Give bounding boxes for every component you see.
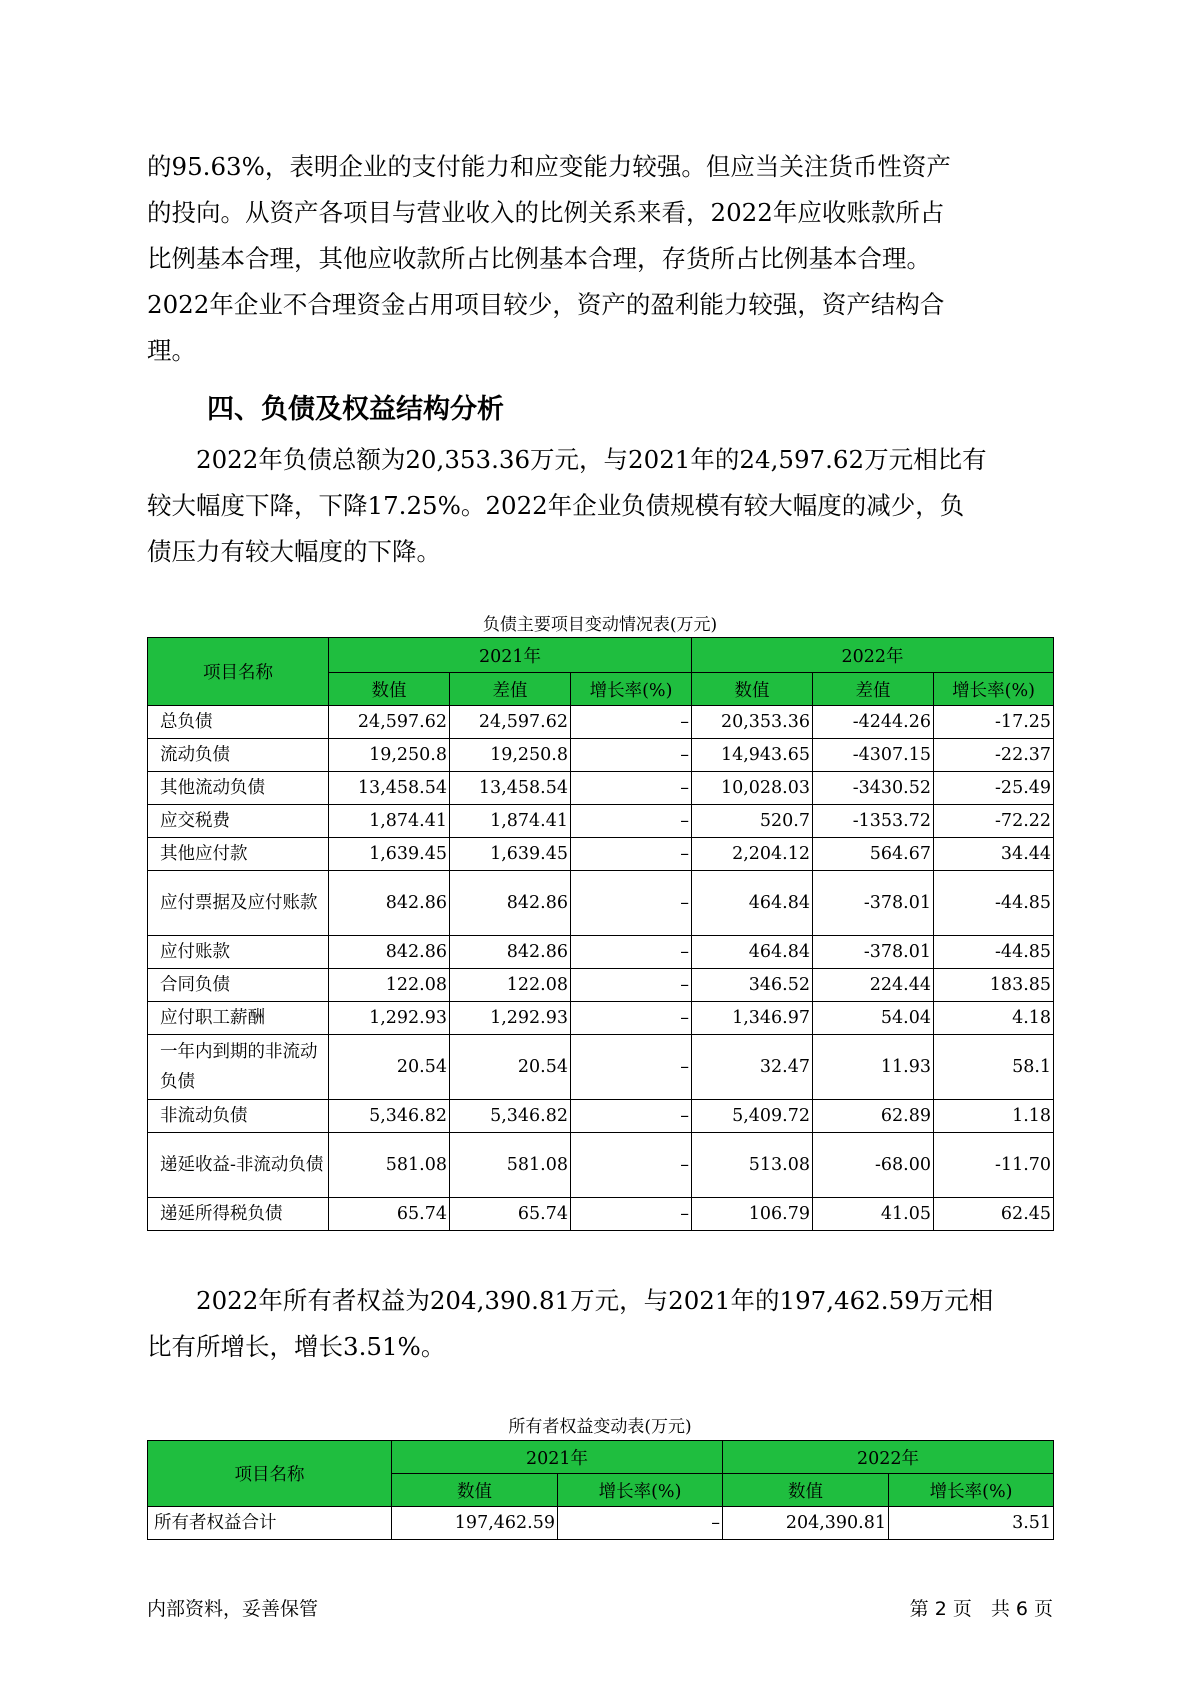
rate-2022: -25.49 xyxy=(934,772,1054,805)
rate-2022: 183.85 xyxy=(934,969,1054,1002)
value-2021: 19,250.8 xyxy=(329,739,450,772)
table-row xyxy=(148,1198,1054,1231)
rate-2022: -44.85 xyxy=(934,936,1054,969)
intro-paragraph xyxy=(147,144,1047,374)
table-row xyxy=(148,706,1054,739)
diff-2022: 11.93 xyxy=(813,1035,934,1100)
value-2021: 122.08 xyxy=(329,969,450,1002)
equity-header-value: 数值 xyxy=(392,1474,558,1507)
table-row xyxy=(148,739,1054,772)
diff-2022: 54.04 xyxy=(813,1002,934,1035)
table-row xyxy=(148,1002,1054,1035)
value-2022: 520.7 xyxy=(692,805,813,838)
value-2021: 1,292.93 xyxy=(329,1002,450,1035)
row-name: 递延收益-非流动负债 xyxy=(148,1133,329,1198)
table-row xyxy=(148,772,1054,805)
value-2022: 10,028.03 xyxy=(692,772,813,805)
rate-2022: -44.85 xyxy=(934,871,1054,936)
value-2021: 581.08 xyxy=(329,1133,450,1198)
row-name: 流动负债 xyxy=(148,739,329,772)
value-2021: 1,639.45 xyxy=(329,838,450,871)
diff-2022: 564.67 xyxy=(813,838,934,871)
row-name: 应交税费 xyxy=(148,805,329,838)
rate-2022: -22.37 xyxy=(934,739,1054,772)
liability-table xyxy=(147,637,1054,1231)
value-2022: 346.52 xyxy=(692,969,813,1002)
intro-line: 的95.63%，表明企业的支付能力和应变能力较强。但应当关注货币性资产 xyxy=(147,152,951,181)
diff-2022: -4244.26 xyxy=(813,706,934,739)
page-number: 第 2 页 共 6 页 xyxy=(909,1598,1053,1620)
row-name: 应付票据及应付账款 xyxy=(148,871,329,936)
diff-2021: 122.08 xyxy=(450,969,571,1002)
liability-header-rate: 增长率(%) xyxy=(571,673,692,706)
value-2021: 13,458.54 xyxy=(329,772,450,805)
value-2021: 24,597.62 xyxy=(329,706,450,739)
rate-2022: 1.18 xyxy=(934,1100,1054,1133)
diff-2022: -378.01 xyxy=(813,871,934,936)
diff-2021: 1,874.41 xyxy=(450,805,571,838)
liability-line: 债压力有较大幅度的下降。 xyxy=(147,537,441,566)
rate-2021: – xyxy=(571,1100,692,1133)
diff-2022: 224.44 xyxy=(813,969,934,1002)
rate-2022: -11.70 xyxy=(934,1133,1054,1198)
table-row xyxy=(148,1507,1054,1540)
value-2022: 2,204.12 xyxy=(692,838,813,871)
section-heading: 四、负债及权益结构分析 xyxy=(207,394,504,425)
liability-header-name: 项目名称 xyxy=(148,638,329,706)
rate-2022: -72.22 xyxy=(934,805,1054,838)
liability-line: 较大幅度下降，下降17.25%。2022年企业负债规模有较大幅度的减少，负 xyxy=(147,491,965,520)
rate-2022: 62.45 xyxy=(934,1198,1054,1231)
intro-line: 的投向。从资产各项目与营业收入的比例关系来看，2022年应收账款所占 xyxy=(147,198,945,227)
row-name: 所有者权益合计 xyxy=(148,1507,392,1540)
table-row xyxy=(148,969,1054,1002)
equity-table xyxy=(147,1440,1054,1540)
liability-header-2022: 2022年 xyxy=(692,638,1054,673)
diff-2022: -1353.72 xyxy=(813,805,934,838)
liability-header-value: 数值 xyxy=(692,673,813,706)
value-2022: 464.84 xyxy=(692,871,813,936)
rate-2022: 34.44 xyxy=(934,838,1054,871)
liability-paragraph xyxy=(147,437,1047,575)
value-2022: 32.47 xyxy=(692,1035,813,1100)
liability-line: 2022年负债总额为20,353.36万元，与2021年的24,597.62万元相比有 xyxy=(147,445,987,474)
table-row xyxy=(148,1133,1054,1198)
equity-table-caption: 所有者权益变动表(万元) xyxy=(508,1417,692,1437)
equity-line: 比有所增长，增长3.51%。 xyxy=(147,1332,446,1361)
table-row xyxy=(148,936,1054,969)
diff-2021: 65.74 xyxy=(450,1198,571,1231)
intro-line: 比例基本合理，其他应收款所占比例基本合理，存货所占比例基本合理。 xyxy=(147,244,931,273)
rate-2021: – xyxy=(571,772,692,805)
diff-2021: 842.86 xyxy=(450,871,571,936)
row-name: 一年内到期的非流动负债 xyxy=(148,1035,329,1100)
rate-2021: – xyxy=(571,1002,692,1035)
value-2021: 65.74 xyxy=(329,1198,450,1231)
rate-2021: – xyxy=(571,838,692,871)
value-2022: 20,353.36 xyxy=(692,706,813,739)
table-row xyxy=(148,1100,1054,1133)
value-2022: 106.79 xyxy=(692,1198,813,1231)
liability-header-diff: 差值 xyxy=(813,673,934,706)
value-2021: 1,874.41 xyxy=(329,805,450,838)
liability-header-value: 数值 xyxy=(329,673,450,706)
row-name: 递延所得税负债 xyxy=(148,1198,329,1231)
equity-header-value: 数值 xyxy=(723,1474,889,1507)
equity-header-2022: 2022年 xyxy=(723,1441,1054,1474)
rate-2021: – xyxy=(571,936,692,969)
rate-2021: – xyxy=(558,1507,723,1540)
value-2021: 197,462.59 xyxy=(392,1507,558,1540)
value-2021: 842.86 xyxy=(329,871,450,936)
table-row xyxy=(148,805,1054,838)
diff-2021: 1,292.93 xyxy=(450,1002,571,1035)
row-name: 应付职工薪酬 xyxy=(148,1002,329,1035)
row-name: 其他应付款 xyxy=(148,838,329,871)
diff-2021: 19,250.8 xyxy=(450,739,571,772)
rate-2022: 3.51 xyxy=(889,1507,1054,1540)
equity-header-rate: 增长率(%) xyxy=(889,1474,1054,1507)
table-row xyxy=(148,1035,1054,1100)
equity-header-rate: 增长率(%) xyxy=(558,1474,723,1507)
diff-2022: 62.89 xyxy=(813,1100,934,1133)
row-name: 合同负债 xyxy=(148,969,329,1002)
value-2022: 1,346.97 xyxy=(692,1002,813,1035)
rate-2021: – xyxy=(571,871,692,936)
rate-2022: 4.18 xyxy=(934,1002,1054,1035)
rate-2021: – xyxy=(571,1035,692,1100)
rate-2022: -17.25 xyxy=(934,706,1054,739)
equity-line: 2022年所有者权益为204,390.81万元，与2021年的197,462.59万元相 xyxy=(147,1286,994,1315)
equity-header-name: 项目名称 xyxy=(148,1441,392,1507)
rate-2021: – xyxy=(571,1133,692,1198)
diff-2021: 581.08 xyxy=(450,1133,571,1198)
rate-2021: – xyxy=(571,1198,692,1231)
rate-2022: 58.1 xyxy=(934,1035,1054,1100)
value-2021: 842.86 xyxy=(329,936,450,969)
diff-2021: 1,639.45 xyxy=(450,838,571,871)
diff-2021: 13,458.54 xyxy=(450,772,571,805)
value-2022: 204,390.81 xyxy=(723,1507,889,1540)
value-2022: 513.08 xyxy=(692,1133,813,1198)
liability-header-rate: 增长率(%) xyxy=(934,673,1054,706)
row-name: 非流动负债 xyxy=(148,1100,329,1133)
diff-2021: 20.54 xyxy=(450,1035,571,1100)
value-2021: 5,346.82 xyxy=(329,1100,450,1133)
row-name: 应付账款 xyxy=(148,936,329,969)
diff-2022: -3430.52 xyxy=(813,772,934,805)
row-name: 总负债 xyxy=(148,706,329,739)
footer-note: 内部资料，妥善保管 xyxy=(147,1598,319,1620)
value-2022: 464.84 xyxy=(692,936,813,969)
row-name: 其他流动负债 xyxy=(148,772,329,805)
diff-2021: 24,597.62 xyxy=(450,706,571,739)
diff-2022: 41.05 xyxy=(813,1198,934,1231)
intro-line: 2022年企业不合理资金占用项目较少，资产的盈利能力较强，资产结构合 xyxy=(147,290,945,319)
diff-2021: 842.86 xyxy=(450,936,571,969)
diff-2022: -68.00 xyxy=(813,1133,934,1198)
liability-table-caption: 负债主要项目变动情况表(万元) xyxy=(482,615,718,635)
equity-header-2021: 2021年 xyxy=(392,1441,723,1474)
value-2021: 20.54 xyxy=(329,1035,450,1100)
rate-2021: – xyxy=(571,805,692,838)
diff-2021: 5,346.82 xyxy=(450,1100,571,1133)
value-2022: 14,943.65 xyxy=(692,739,813,772)
table-row xyxy=(148,838,1054,871)
liability-header-diff: 差值 xyxy=(450,673,571,706)
equity-paragraph xyxy=(147,1278,1047,1370)
value-2022: 5,409.72 xyxy=(692,1100,813,1133)
rate-2021: – xyxy=(571,969,692,1002)
diff-2022: -4307.15 xyxy=(813,739,934,772)
rate-2021: – xyxy=(571,706,692,739)
intro-line: 理。 xyxy=(147,336,196,365)
table-row xyxy=(148,871,1054,936)
liability-header-2021: 2021年 xyxy=(329,638,692,673)
rate-2021: – xyxy=(571,739,692,772)
diff-2022: -378.01 xyxy=(813,936,934,969)
